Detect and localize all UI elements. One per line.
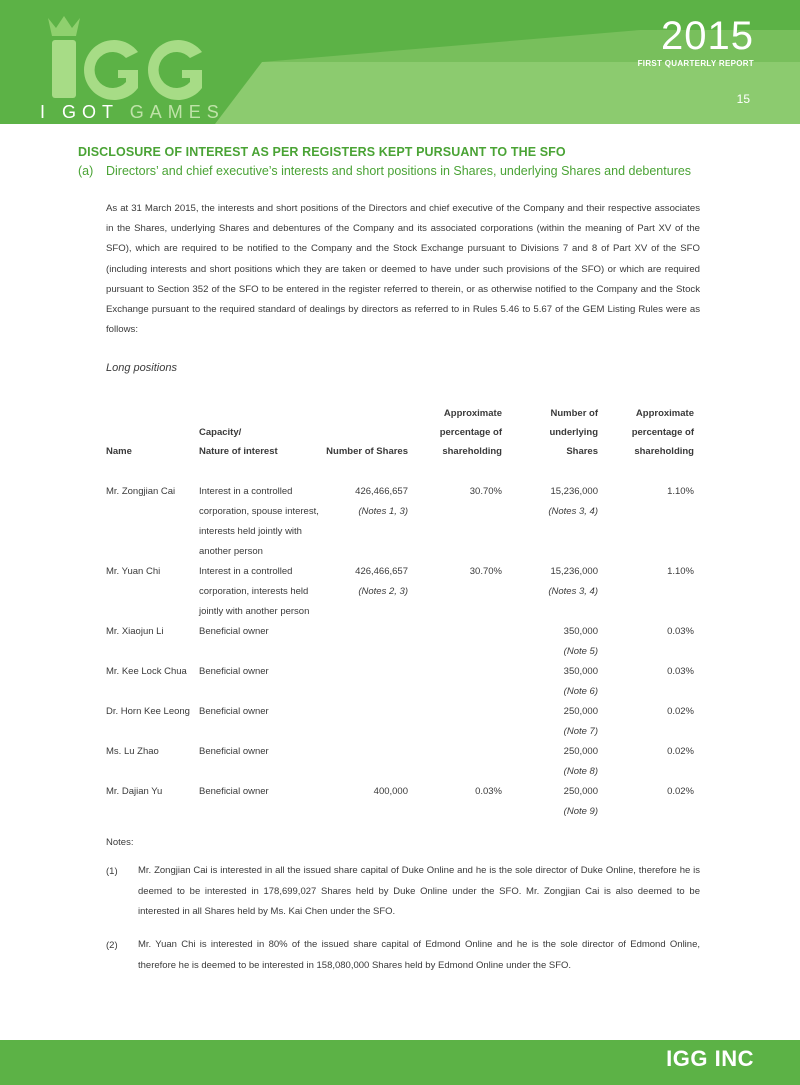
row-pct1: 30.70% bbox=[469, 566, 502, 577]
col-und-header-3: Shares bbox=[566, 446, 598, 457]
row-shares: 426,466,657 bbox=[355, 566, 408, 577]
row-und: 250,000 bbox=[563, 786, 598, 797]
row-name: Mr. Xiaojun Li bbox=[106, 626, 164, 637]
row-und-note: (Note 9) bbox=[563, 806, 598, 817]
row-pct2: 1.10% bbox=[667, 486, 694, 497]
row-pct1: 0.03% bbox=[475, 786, 502, 797]
note-number: (2) bbox=[106, 940, 118, 951]
footer-company: IGG INC bbox=[666, 1046, 754, 1071]
section-title: DISCLOSURE OF INTEREST AS PER REGISTERS KEPT PURSUANT TO THE SFO bbox=[78, 145, 566, 159]
row-name: Mr. Yuan Chi bbox=[106, 566, 161, 577]
note-text: Mr. Yuan Chi is interested in 80% of the issued share capital of Edmond Online and he is the sole director of Edmond Online, therefore he is deemed to be interested in 158,080,000 Shares held by Edmond Online under the SFO. bbox=[138, 939, 700, 971]
row-shares: 426,466,657 bbox=[355, 486, 408, 497]
logo-wordmark bbox=[40, 102, 225, 123]
row-capacity: Beneficial owner bbox=[199, 786, 269, 797]
row-name: Mr. Dajian Yu bbox=[106, 786, 163, 797]
col-pct2-header-2: percentage of bbox=[631, 427, 694, 438]
row-capacity: another person bbox=[199, 546, 263, 557]
col-pct2-header-1: Approximate bbox=[635, 408, 694, 419]
row-und: 250,000 bbox=[563, 706, 598, 717]
col-pct1-header-3: shareholding bbox=[442, 446, 502, 457]
row-capacity: jointly with another person bbox=[199, 606, 310, 617]
intro-paragraph: As at 31 March 2015, the interests and short positions of the Directors and chief executive of the Company and their respective associates in the Shares, underlying Shares and debentures of the Company and its associated corporations (within the meaning of Part XV of the SFO), which are required to be notified to the Company and the Stock Exchange pursuant to Divisions 7 and 8 of Part XV of the SFO (including interests and short positions which they are taken or deemed to have under such provisions of the SFO) or which are required pursuant to Section 352 of the SFO to be entered in the register referred to therein, or as otherwise notified to the Company and the Stock Exchange pursuant to the required standard of dealings by directors as referred to in Rules 5.46 to 5.67 of the GEM Listing Rules were as follows: bbox=[106, 203, 700, 336]
row-pct2: 1.10% bbox=[667, 566, 694, 577]
page-header bbox=[0, 0, 800, 124]
report-year: 2015 bbox=[661, 14, 754, 58]
row-capacity: Beneficial owner bbox=[199, 746, 269, 757]
page-footer bbox=[0, 1040, 800, 1085]
row-und: 250,000 bbox=[563, 746, 598, 757]
note-text: Mr. Zongjian Cai is interested in all the issued share capital of Duke Online and he is the sole director of Duke Online, therefore he is deemed to be interested in 178,699,027 Shares held by Duke Online under the SFO. Mr. Zongjian Cai is also deemed to be interested in all Shares held by Ms. Kai Chen under the SFO. bbox=[138, 865, 700, 917]
col-pct2-header-3: shareholding bbox=[634, 446, 694, 457]
note-number: (1) bbox=[106, 866, 118, 877]
row-und-note: (Notes 3, 4) bbox=[548, 586, 598, 597]
row-pct2: 0.02% bbox=[667, 786, 694, 797]
row-pct1: 30.70% bbox=[469, 486, 502, 497]
row-shares-note: (Notes 1, 3) bbox=[358, 506, 408, 517]
row-und-note: (Note 6) bbox=[563, 686, 598, 697]
section-subtitle bbox=[78, 164, 691, 178]
row-und: 15,236,000 bbox=[550, 486, 598, 497]
row-pct2: 0.02% bbox=[667, 746, 694, 757]
col-capacity-header-2: Nature of interest bbox=[199, 446, 278, 457]
row-name: Ms. Lu Zhao bbox=[106, 746, 159, 757]
row-name: Mr. Zongjian Cai bbox=[106, 486, 176, 497]
logo-word-b: GAMES bbox=[129, 102, 225, 122]
row-capacity: Interest in a controlled bbox=[199, 486, 293, 497]
subtitle-label: (a) bbox=[78, 164, 94, 178]
col-name-header: Name bbox=[106, 446, 132, 457]
row-und-note: (Note 7) bbox=[563, 726, 598, 737]
row-und: 15,236,000 bbox=[550, 566, 598, 577]
col-und-header-2: underlying bbox=[549, 427, 598, 438]
row-capacity: Beneficial owner bbox=[199, 706, 269, 717]
row-pct2: 0.03% bbox=[667, 666, 694, 677]
row-und-note: (Note 8) bbox=[563, 766, 598, 777]
report-name: FIRST QUARTERLY REPORT bbox=[637, 59, 754, 68]
row-capacity: Beneficial owner bbox=[199, 626, 269, 637]
row-und: 350,000 bbox=[563, 666, 598, 677]
row-pct2: 0.03% bbox=[667, 626, 694, 637]
row-capacity: Interest in a controlled bbox=[199, 566, 293, 577]
row-capacity: corporation, spouse interest, bbox=[199, 506, 319, 517]
row-capacity: interests held jointly with bbox=[199, 526, 302, 537]
col-pct1-header-1: Approximate bbox=[443, 408, 502, 419]
row-name: Mr. Kee Lock Chua bbox=[106, 666, 187, 677]
col-pct1-header-2: percentage of bbox=[439, 427, 502, 438]
row-capacity: Beneficial owner bbox=[199, 666, 269, 677]
row-capacity: corporation, interests held bbox=[199, 586, 309, 597]
row-und: 350,000 bbox=[563, 626, 598, 637]
col-und-header-1: Number of bbox=[550, 408, 598, 419]
long-positions-heading: Long positions bbox=[106, 362, 177, 374]
col-capacity-header-1: Capacity/ bbox=[199, 427, 242, 438]
page-number: 15 bbox=[736, 92, 750, 106]
row-und-note: (Note 5) bbox=[563, 646, 598, 657]
row-shares: 400,000 bbox=[373, 786, 408, 797]
row-und-note: (Notes 3, 4) bbox=[548, 506, 598, 517]
row-shares-note: (Notes 2, 3) bbox=[358, 586, 408, 597]
logo-word-a: I GOT bbox=[40, 102, 130, 122]
row-pct2: 0.02% bbox=[667, 706, 694, 717]
row-name: Dr. Horn Kee Leong bbox=[106, 706, 190, 717]
notes-heading: Notes: bbox=[106, 837, 134, 848]
subtitle-text: Directors’ and chief executive’s interests and short positions in Shares, underlying Shares and debentures bbox=[106, 164, 692, 178]
col-shares-header: Number of Shares bbox=[326, 446, 408, 457]
